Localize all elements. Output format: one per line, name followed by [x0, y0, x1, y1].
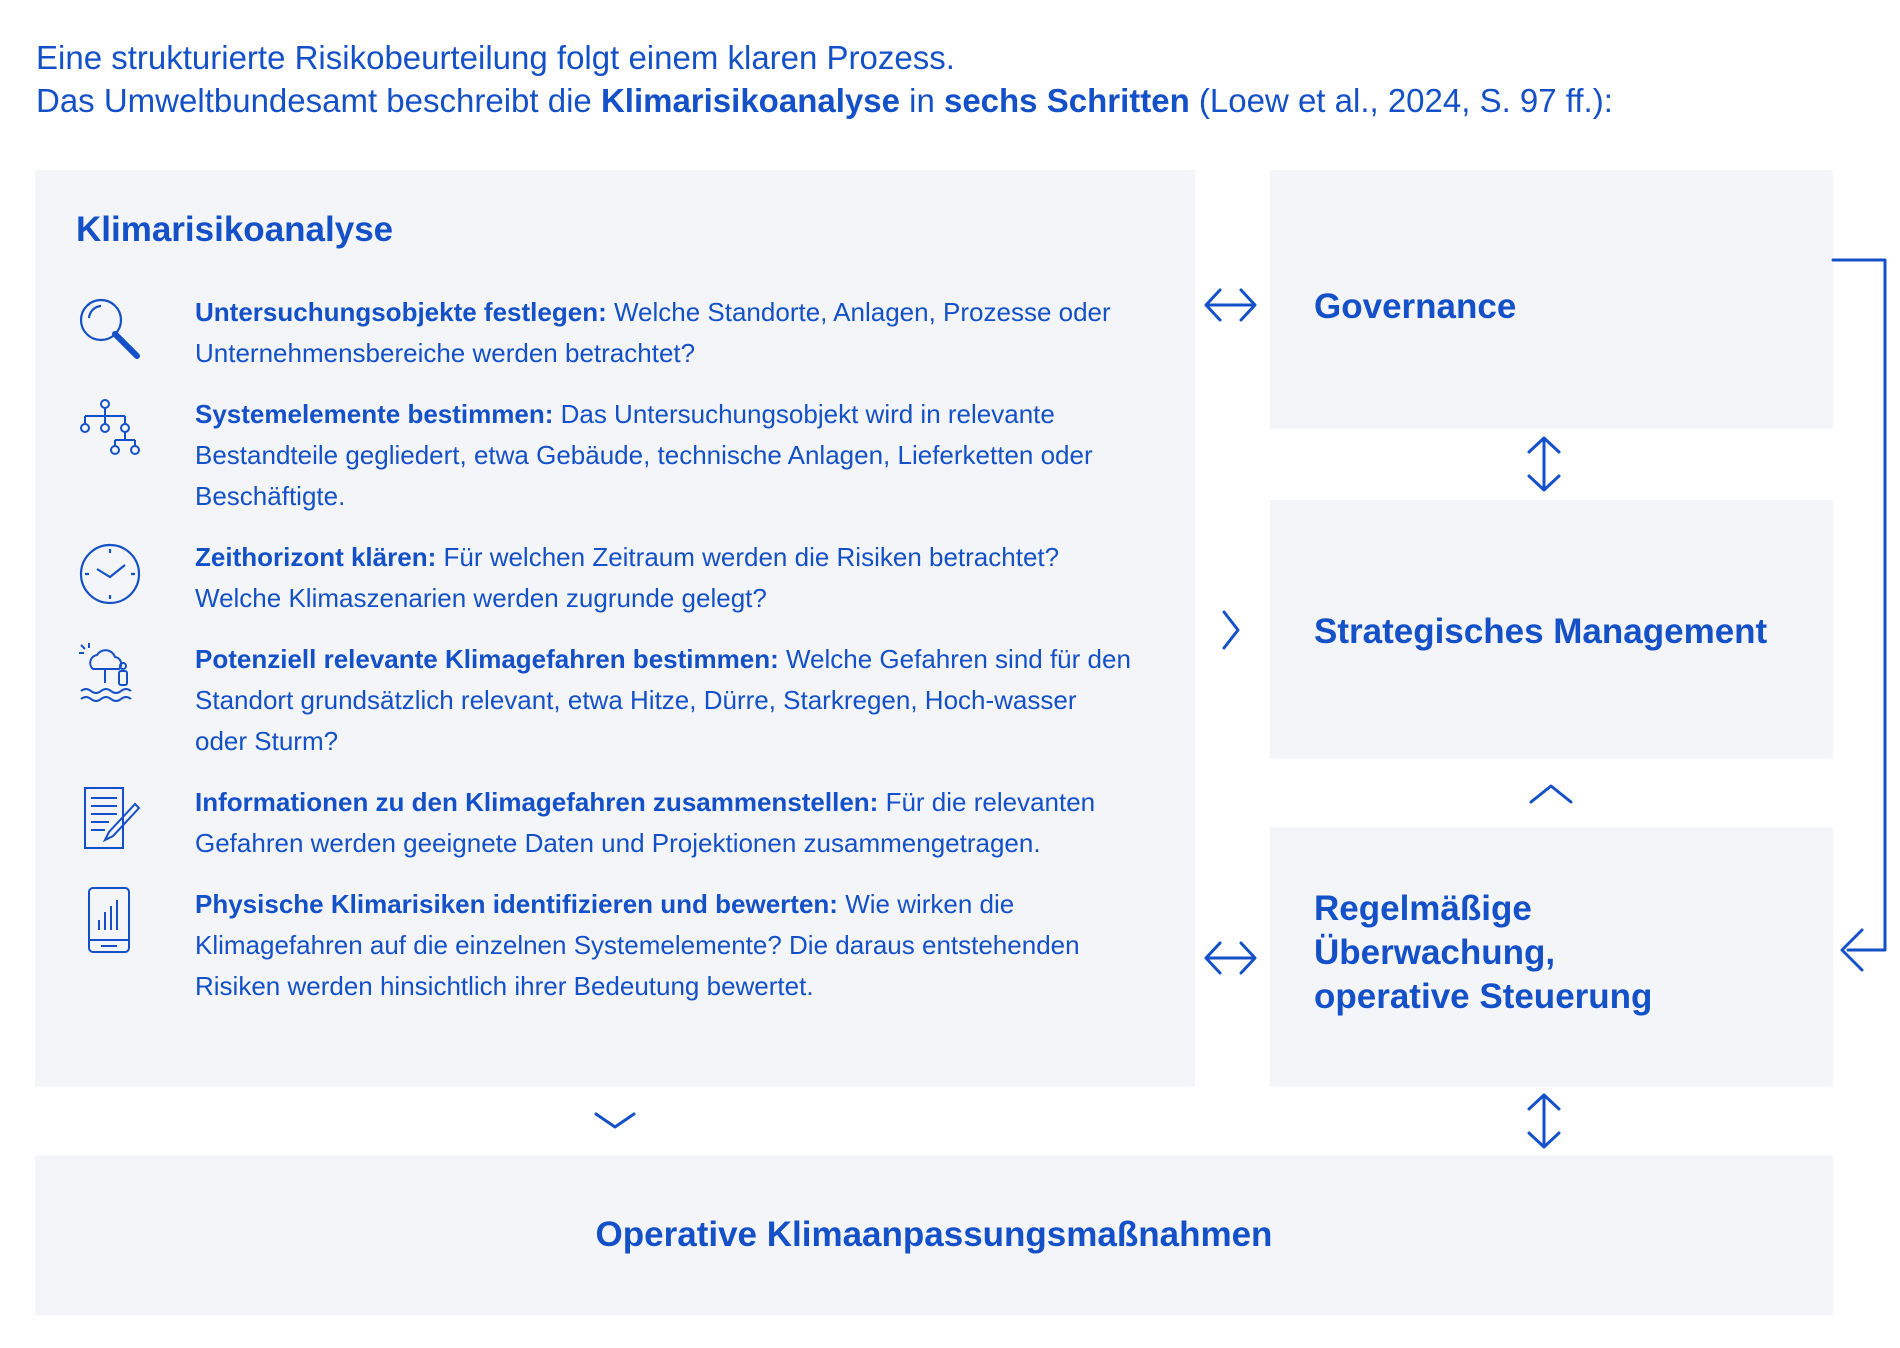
chevron-down-icon: [596, 1114, 634, 1127]
panel-title: Klimarisikoanalyse: [76, 210, 394, 249]
intro-line-2-e: (Loew et al., 2024, S. 97 ff.):: [1189, 82, 1613, 119]
step-6-heading: Physische Klimarisiken identifizieren und bewerten:: [195, 889, 838, 919]
intro-line-1: Eine strukturierte Risikobeurteilung folgt einem klaren Prozess.: [36, 39, 955, 76]
step-1-heading: Untersuchungsobjekte festlegen:: [195, 297, 607, 327]
vertical-double-arrow-top-icon: [1529, 438, 1559, 490]
intro-line-2-a: Das Umweltbundesamt beschreibt die: [36, 82, 601, 119]
step-6-body: Wie wirken die Klimagefahren auf die einzelnen Systemelemente? Die daraus entstehenden Risiken werden hinsichtlich ihrer Bedeutung bewertet.: [195, 889, 1080, 1001]
step-3-heading: Zeithorizont klären:: [195, 542, 437, 572]
step-4-heading: Potenziell relevante Klimagefahren bestimmen:: [195, 644, 779, 674]
chevron-right-icon: [1224, 612, 1238, 648]
step-3-body: Für welchen Zeitraum werden die Risiken betrachtet? Welche Klimaszenarien werden zugrunde gelegt?: [195, 542, 1060, 613]
step-2-body: Das Untersuchungsobjekt wird in relevante Bestandteile gegliedert, etwa Gebäude, technische Anlagen, Lieferketten oder Beschäftigte.: [195, 399, 1093, 511]
vertical-double-arrow-bottom-icon: [1529, 1095, 1559, 1147]
step-4-body: Welche Gefahren sind für den Standort grundsätzlich relevant, etwa Hitze, Dürre, Starkregen, Hoch-wasser oder Sturm?: [195, 644, 1131, 756]
intro-line-2-bold-1: Klimarisikoanalyse: [600, 82, 900, 119]
step-2-heading: Systemelemente bestimmen:: [195, 399, 554, 429]
step-5-body: Für die relevanten Gefahren werden geeignete Daten und Projektionen zusammengetragen.: [195, 787, 1096, 858]
feedback-bracket-arrow-icon: [1833, 260, 1885, 970]
step-5-heading: Informationen zu den Klimagefahren zusammenstellen:: [195, 787, 879, 817]
operative-measures-title: Operative Klimaanpassungsmaßnahmen: [595, 1215, 1273, 1254]
monitoring-title-line-2: Überwachung,: [1314, 933, 1556, 972]
strategic-management-title: Strategisches Management: [1314, 612, 1768, 651]
intro-line-2-c: in: [899, 82, 944, 119]
double-arrow-governance-icon: [1206, 290, 1255, 320]
governance-title: Governance: [1314, 287, 1517, 326]
monitoring-title-line-3: operative Steuerung: [1314, 977, 1653, 1016]
double-arrow-monitoring-icon: [1206, 943, 1255, 973]
step-1-body: Welche Standorte, Anlagen, Prozesse oder Unternehmensbereiche werden betrachtet?: [195, 297, 1111, 368]
intro-line-2-bold-2: sechs Schritten: [943, 82, 1190, 119]
chevron-up-icon: [1531, 786, 1571, 802]
monitoring-title-line-1: Regelmäßige: [1314, 889, 1532, 928]
